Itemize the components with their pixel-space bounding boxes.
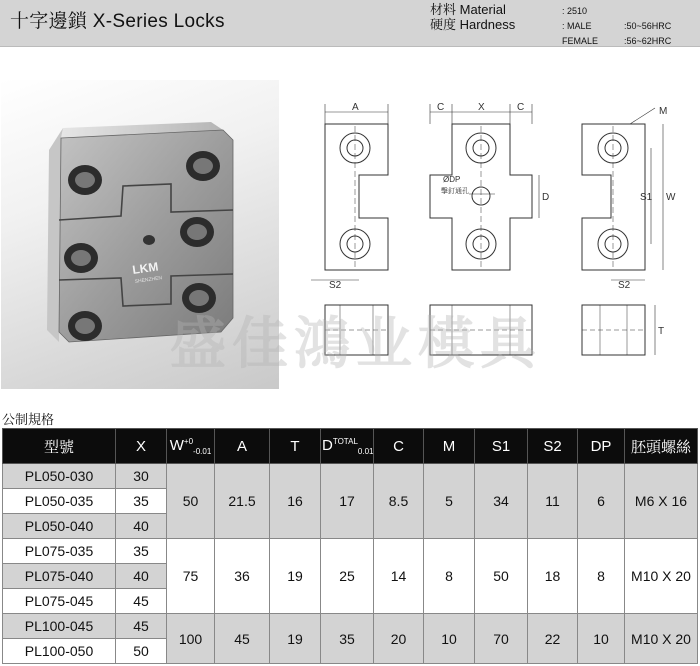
cell-model: PL050-040 [3, 514, 116, 539]
dim-x: X [478, 102, 485, 113]
cell-w: 50 [167, 464, 215, 539]
cell-model: PL050-035 [3, 489, 116, 514]
cell-d: 17 [321, 464, 374, 539]
cell-a: 21.5 [215, 464, 270, 539]
cell-dp: 8 [578, 539, 625, 614]
cell-x: 35 [116, 489, 167, 514]
dp-note: 擊釘通孔 [441, 188, 469, 195]
cell-c: 8.5 [374, 464, 424, 539]
table-header-row [3, 429, 698, 464]
dim-dp: ØDP [443, 175, 461, 184]
dim-s2-left: S2 [329, 280, 342, 291]
brand-logo: LKM [131, 259, 160, 277]
cell-x: 45 [116, 589, 167, 614]
brand-logo-sub: SHENZHEN [134, 275, 163, 285]
cell-t: 16 [270, 464, 321, 539]
col-w: $W^{+0}_{-0.01}$ [167, 429, 215, 464]
drawing-view-right [582, 106, 676, 355]
cell-x: 40 [116, 564, 167, 589]
female-label: FEMALE [562, 36, 599, 46]
male-label: : MALE [562, 21, 592, 31]
cell-model: PL050-030 [3, 464, 116, 489]
col-s1: S1 [475, 429, 528, 464]
cell-screw: M10 X 20 [625, 539, 698, 614]
col-model: 型號 [3, 429, 116, 464]
cell-model: PL075-040 [3, 564, 116, 589]
material-value: : 2510 [562, 6, 588, 16]
table-row [3, 539, 698, 564]
dim-s2-right: S2 [618, 280, 631, 291]
cell-d: 25 [321, 539, 374, 614]
col-d: $D^{TOTAL}_{0.01}$ [321, 429, 374, 464]
dim-d: D [542, 192, 550, 203]
cell-m: 10 [424, 614, 475, 664]
col-dp: DP [578, 429, 625, 464]
dim-c-right: C [517, 102, 525, 113]
cell-x: 50 [116, 639, 167, 664]
cell-dp: 10 [578, 614, 625, 664]
cell-s2: 22 [528, 614, 578, 664]
header-bar [0, 0, 700, 47]
cell-a: 45 [215, 614, 270, 664]
dim-c-left: C [437, 102, 445, 113]
col-m: M [424, 429, 475, 464]
cell-model: PL075-045 [3, 589, 116, 614]
dim-w: W [666, 192, 676, 203]
dim-t: T [658, 326, 665, 337]
col-x: X [116, 429, 167, 464]
cell-s1: 50 [475, 539, 528, 614]
cell-dp: 6 [578, 464, 625, 539]
dim-a: A [352, 102, 359, 113]
cell-c: 20 [374, 614, 424, 664]
female-value: :56~62HRC [624, 36, 672, 46]
cell-x: 45 [116, 614, 167, 639]
cell-t: 19 [270, 614, 321, 664]
cell-model: PL075-035 [3, 539, 116, 564]
col-c: C [374, 429, 424, 464]
cell-w: 100 [167, 614, 215, 664]
table-row [3, 464, 698, 489]
cell-m: 8 [424, 539, 475, 614]
cell-s1: 70 [475, 614, 528, 664]
watermark-text: 盛佳鴻业模具 [170, 312, 542, 377]
col-s2: S2 [528, 429, 578, 464]
dim-m: M [659, 106, 668, 117]
hardness-label: 硬度 Hardness [430, 17, 516, 32]
cell-x: 35 [116, 539, 167, 564]
cell-a: 36 [215, 539, 270, 614]
cell-t: 19 [270, 539, 321, 614]
material-label: 材料 Material [430, 2, 506, 17]
cell-m: 5 [424, 464, 475, 539]
cell-s2: 11 [528, 464, 578, 539]
material-spec [430, 2, 671, 47]
page-title: 十字邊鎖 X-Series Locks [10, 11, 225, 32]
dim-s1: S1 [640, 192, 653, 203]
cell-x: 40 [116, 514, 167, 539]
cell-c: 14 [374, 539, 424, 614]
cell-model: PL100-050 [3, 639, 116, 664]
cell-screw: M6 X 16 [625, 464, 698, 539]
cell-w: 75 [167, 539, 215, 614]
cell-s2: 18 [528, 539, 578, 614]
male-value: :50~56HRC [624, 21, 672, 31]
section-title: 公制規格 [2, 412, 55, 427]
col-t: T [270, 429, 321, 464]
spec-table [2, 428, 698, 664]
table-row [3, 614, 698, 639]
cell-x: 30 [116, 464, 167, 489]
cell-model: PL100-045 [3, 614, 116, 639]
col-screw: 胚頭螺絲 [625, 429, 698, 464]
cell-screw: M10 X 20 [625, 614, 698, 664]
cell-d: 35 [321, 614, 374, 664]
cell-s1: 34 [475, 464, 528, 539]
col-a: A [215, 429, 270, 464]
